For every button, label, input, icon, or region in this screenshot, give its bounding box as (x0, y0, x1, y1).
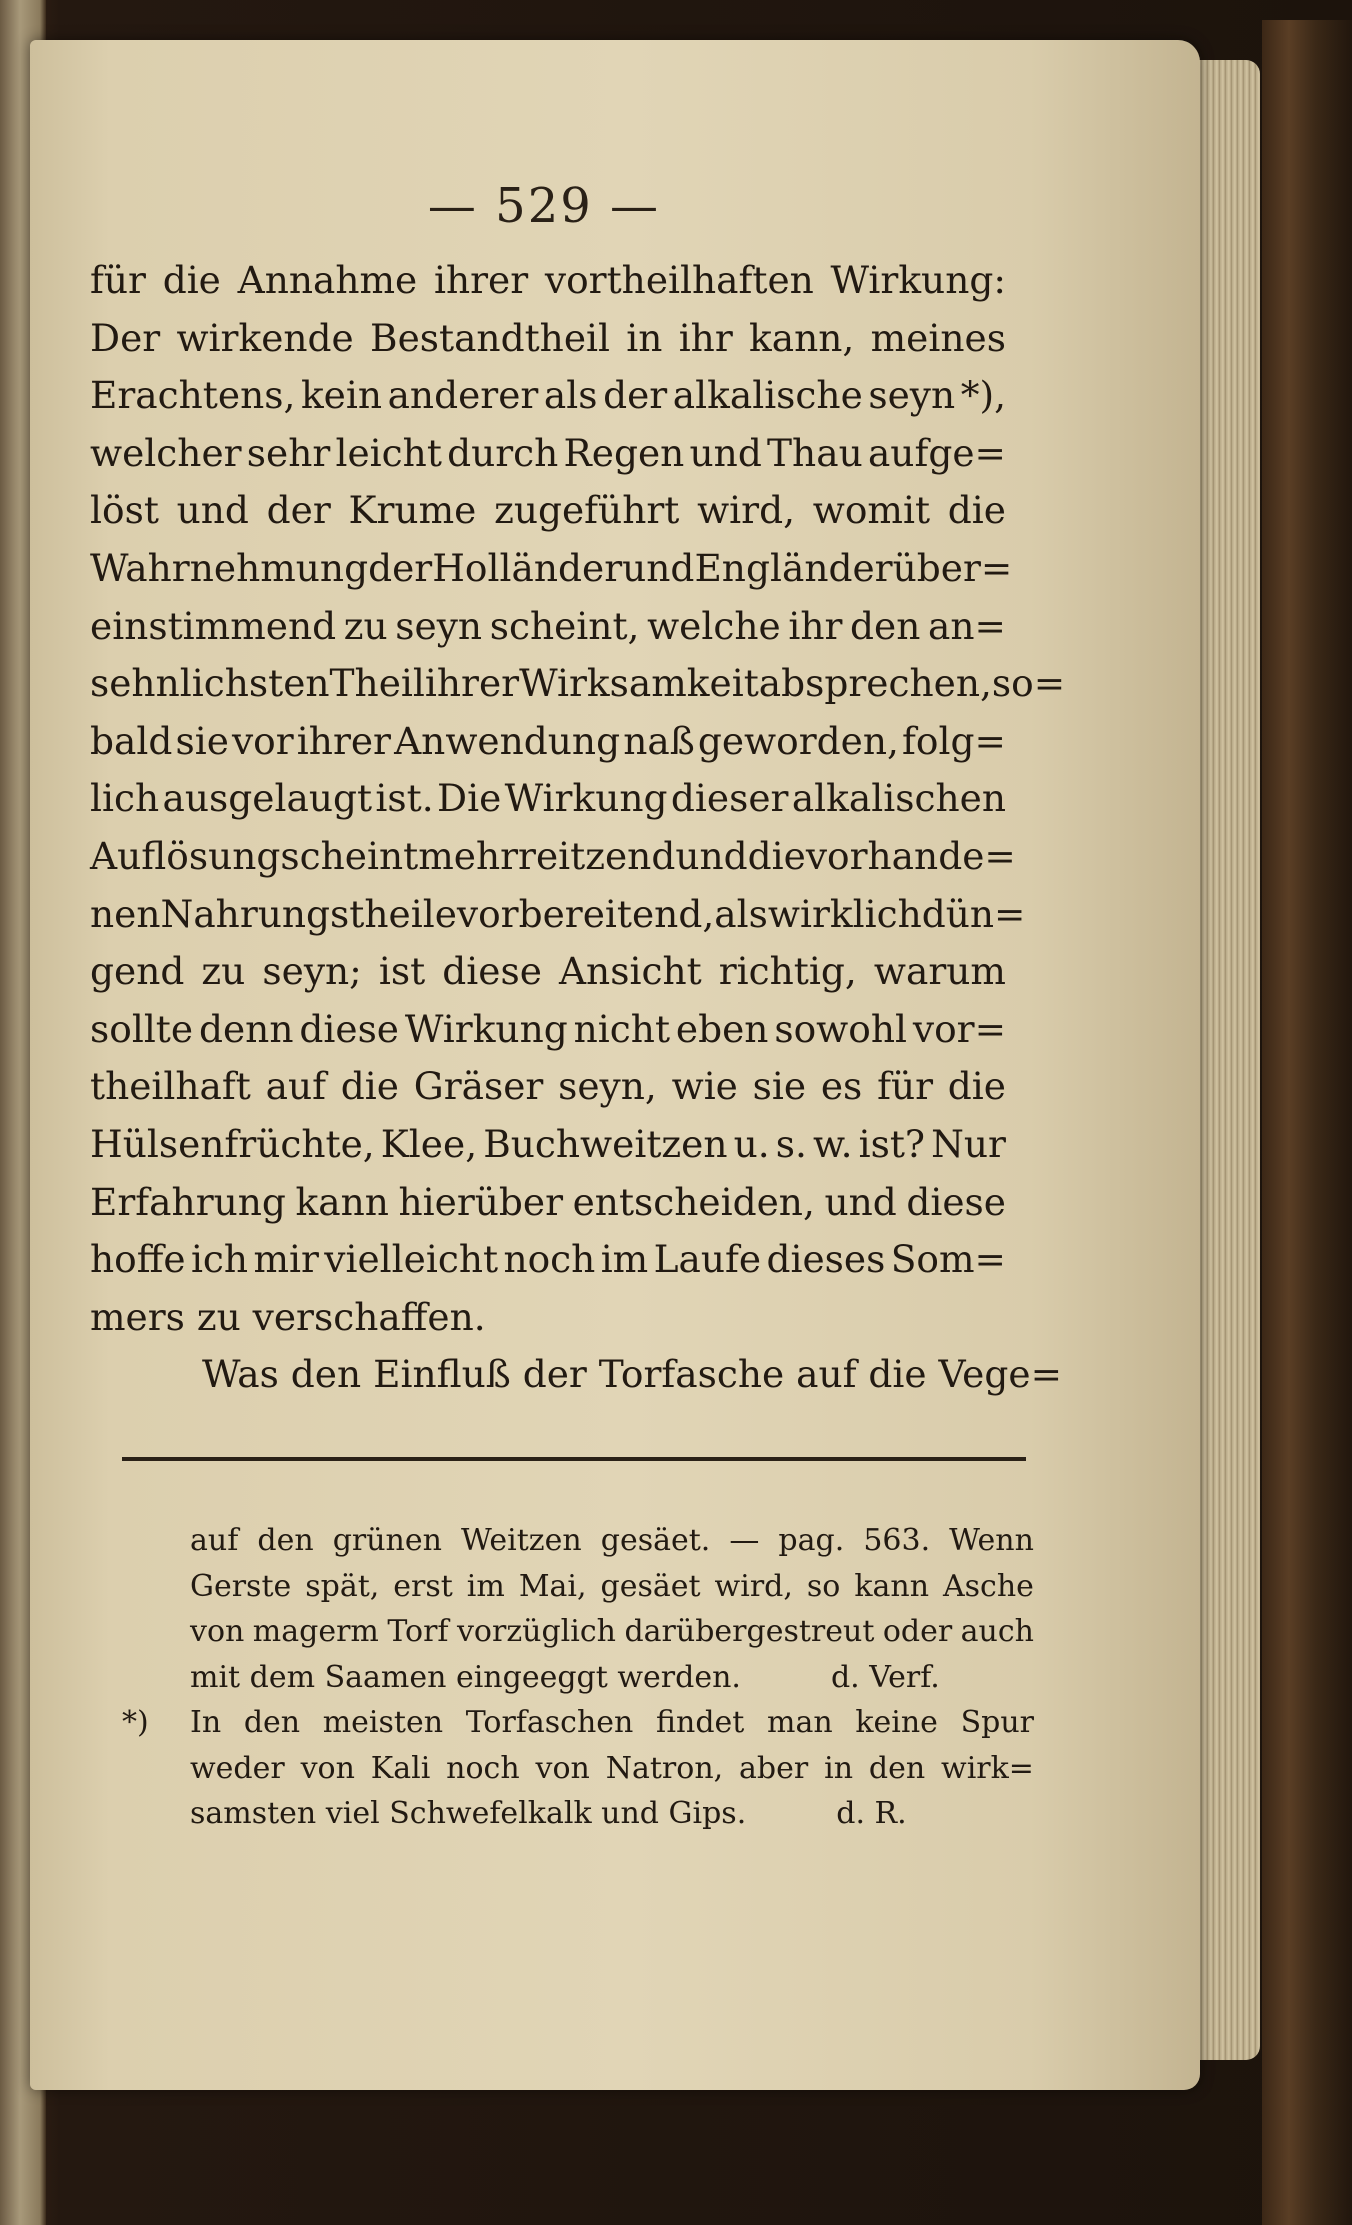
word: von (190, 1614, 245, 1649)
word: absprechen, (758, 661, 992, 706)
word: *), (960, 373, 1006, 418)
word: sie (175, 718, 229, 763)
word: Wirksamkeit (519, 661, 759, 706)
word: wirkende (176, 315, 354, 360)
book-binding (1262, 20, 1352, 2225)
footnote-signature: d. Verf. (830, 1659, 940, 1695)
word: eben (675, 1006, 769, 1051)
word: welche (647, 603, 781, 648)
word: Weitzen (461, 1523, 582, 1558)
word: s. (775, 1121, 807, 1166)
word: vor= (912, 1006, 1006, 1051)
word: sie (752, 1064, 807, 1109)
footnote-rule (122, 1457, 1026, 1461)
word: sehnlichsten (90, 661, 330, 706)
word: auf (265, 1064, 327, 1109)
word: für (877, 1064, 934, 1109)
word: ist (378, 949, 426, 994)
word: Theil (329, 661, 425, 706)
word: und (689, 430, 762, 475)
word: Thau (767, 430, 863, 475)
word: seyn (868, 373, 956, 418)
word: ihr (788, 603, 843, 648)
word: Auflösung (90, 833, 281, 878)
word: 563. (863, 1523, 931, 1558)
word: seyn (395, 603, 483, 648)
word: scheint, (489, 603, 640, 648)
text-line (90, 367, 1006, 425)
footnote-marker: *) (122, 1705, 149, 1740)
word: zu (201, 949, 246, 994)
word: vor (232, 718, 294, 763)
word: vorhande= (805, 833, 1016, 878)
word: im (600, 1237, 649, 1282)
word: die (747, 833, 806, 878)
word: gend (90, 949, 185, 994)
word: die (340, 1064, 399, 1109)
word: mehr (418, 833, 519, 878)
word: Erfahrung (90, 1179, 286, 1224)
word: entscheiden, (572, 1179, 815, 1224)
word: dün= (921, 891, 1026, 936)
word: vorzüglich (456, 1614, 616, 1649)
word: alkalischen (791, 776, 1006, 821)
word: von (300, 1750, 355, 1786)
word: noch (503, 1237, 596, 1282)
word: scheint (280, 833, 419, 878)
word: durch (447, 430, 559, 475)
word: als (543, 373, 598, 418)
main-text (90, 252, 1066, 1404)
word: womit (812, 488, 931, 533)
page-edges (1190, 60, 1260, 2060)
word: ihrer (424, 661, 520, 706)
word: diese (442, 949, 542, 994)
word: Laufe (653, 1237, 762, 1282)
word: Wirkung (504, 776, 668, 821)
word: Erachtens, (90, 373, 296, 418)
word: über= (892, 545, 1013, 590)
word: bald (90, 718, 173, 763)
text-line (90, 598, 1006, 656)
word: sowohl (774, 1006, 907, 1051)
word: vortheilhaften (544, 258, 814, 302)
footnote-line (190, 1564, 1034, 1610)
text-line (90, 1001, 1006, 1059)
word: Natron, (605, 1750, 724, 1786)
word: die (162, 258, 221, 302)
footnote-line (190, 1791, 1034, 1837)
text-line (90, 828, 1016, 886)
word: ist? (858, 1121, 926, 1166)
word: im (466, 1568, 505, 1604)
word: u. (733, 1121, 770, 1166)
word: Nahrungstheile (160, 891, 457, 936)
word: es (820, 1064, 863, 1109)
footnote-text: mit dem Saamen eingeeggt werden. (190, 1659, 741, 1695)
word: ihrer (296, 718, 391, 763)
word: in (626, 315, 663, 360)
text-line: mers zu verschaffen. (90, 1294, 486, 1339)
word: gesäet. (600, 1523, 711, 1558)
word: ausgelaugt (162, 776, 373, 821)
footnote-text: samsten viel Schwefelkalk und Gips. (190, 1796, 747, 1831)
word: Nur (931, 1121, 1006, 1166)
word: w. (812, 1121, 853, 1166)
footnote-line (190, 1609, 1034, 1655)
word: hoffe (90, 1237, 186, 1282)
word: In (190, 1705, 222, 1740)
text-line (90, 1174, 1006, 1232)
footnote-line (190, 1746, 1034, 1792)
word: und (622, 545, 695, 590)
word: leicht (335, 430, 442, 475)
word: Hülsenfrüchte, (90, 1121, 375, 1166)
word: naß (623, 718, 695, 763)
word: wird, (697, 488, 796, 533)
word: Der (90, 315, 161, 360)
text-line (90, 310, 1006, 368)
text-line (90, 770, 1006, 828)
word: nen (90, 891, 161, 936)
word: als (714, 891, 768, 936)
word: auf (190, 1523, 239, 1558)
footnote-line (190, 1655, 1034, 1701)
word: dieses (766, 1237, 886, 1282)
word: Wirkung (404, 1006, 568, 1051)
word: wirk= (941, 1750, 1034, 1786)
text-line (90, 1116, 1006, 1174)
word: den (868, 1750, 926, 1786)
word: nicht (573, 1006, 671, 1051)
word: anderer (387, 373, 539, 418)
word: seyn; (262, 949, 362, 994)
word: gesäet (600, 1568, 701, 1604)
word: meisten (322, 1705, 444, 1740)
word: hierüber (398, 1179, 564, 1224)
text-line (90, 252, 1006, 310)
word: vorbereitend, (456, 891, 715, 936)
word: Engländer (694, 545, 893, 590)
word: für (90, 258, 146, 302)
word: und (176, 488, 249, 533)
word: Wirkung: (830, 258, 1006, 302)
word: oder (882, 1614, 953, 1649)
word: Bestandtheil (370, 315, 610, 360)
word: die (947, 488, 1006, 533)
word: wirklich (767, 891, 922, 936)
text-line (90, 1231, 1006, 1289)
text-line (90, 943, 1006, 1001)
word: Torf (387, 1614, 449, 1649)
word: der (603, 373, 668, 418)
text-line (90, 540, 1013, 598)
word: Asche (943, 1568, 1034, 1604)
word: ihr (678, 315, 733, 360)
word: zugeführt (494, 488, 680, 533)
word: Krume (348, 488, 477, 533)
word: denn (198, 1006, 294, 1051)
word: Regen (563, 430, 685, 475)
page-number: — 529 — (427, 178, 661, 234)
word: Annahme (237, 258, 418, 302)
word: aber (739, 1750, 809, 1786)
word: und (675, 833, 748, 878)
word: vielleicht (324, 1237, 499, 1282)
word: findet (656, 1705, 745, 1740)
word: sollte (90, 1006, 194, 1051)
word: dieser (670, 776, 789, 821)
word: und (824, 1179, 897, 1224)
word: theilhaft (90, 1064, 251, 1109)
word: auch (960, 1614, 1034, 1649)
word: keine (855, 1705, 938, 1740)
word: sehr (246, 430, 331, 475)
word: Ansicht (558, 949, 702, 994)
word: in (824, 1750, 854, 1786)
word: Die (437, 776, 502, 821)
word: kann (295, 1179, 389, 1224)
word: kein (300, 373, 383, 418)
word: von (535, 1750, 590, 1786)
word: seyn, (558, 1064, 657, 1109)
word: Wahrnehmung (90, 545, 369, 590)
footnotes (122, 1518, 1034, 1837)
word: Wenn (949, 1523, 1034, 1558)
word: darübergestreut (624, 1614, 875, 1649)
text-line (90, 482, 1006, 540)
word: aufge= (867, 430, 1006, 475)
text-line (90, 1058, 1006, 1116)
word: ihrer (433, 258, 529, 302)
word: pag. (778, 1523, 845, 1558)
word: wird, (714, 1568, 793, 1604)
text-line (90, 425, 1006, 483)
footnote-line (190, 1700, 1034, 1746)
word: weder (190, 1750, 285, 1786)
word: der (266, 488, 331, 533)
word: Klee, (380, 1121, 478, 1166)
word: so (806, 1568, 841, 1604)
word: Gräser (413, 1064, 544, 1109)
word: ich (190, 1237, 249, 1282)
word: magerm (252, 1614, 379, 1649)
text-line (90, 713, 1006, 771)
word: meines (870, 315, 1006, 360)
word: alkalische (672, 373, 863, 418)
word: kann, (749, 315, 855, 360)
word: reitzend (518, 833, 676, 878)
word: die (947, 1064, 1006, 1109)
word: so= (991, 661, 1066, 706)
word: löst (90, 488, 159, 533)
word: Torfaschen (465, 1705, 634, 1740)
word: diese (906, 1179, 1006, 1224)
word: Anwendung (394, 718, 621, 763)
word: kann (854, 1568, 930, 1604)
footnote-line (190, 1518, 1034, 1564)
word: den (257, 1523, 314, 1558)
word: spät, (305, 1568, 380, 1604)
word: der (368, 545, 433, 590)
word: diese (299, 1006, 400, 1051)
word: Som= (890, 1237, 1006, 1282)
text-line (90, 655, 1066, 713)
word: man (767, 1705, 833, 1740)
word: an= (928, 603, 1006, 648)
word: einstimmend (90, 603, 337, 648)
word: Holländer (432, 545, 623, 590)
word: warum (873, 949, 1006, 994)
word: den (243, 1705, 301, 1740)
text-line (90, 886, 1026, 944)
word: wie (671, 1064, 738, 1109)
word: noch (446, 1750, 520, 1786)
word: erst (393, 1568, 453, 1604)
word: mir (253, 1237, 319, 1282)
word: zu (343, 603, 388, 648)
word: lich (90, 776, 160, 821)
word: folg= (902, 718, 1006, 763)
footnote-signature: d. R. (836, 1796, 907, 1831)
word: ist. (375, 776, 434, 821)
word: Spur (960, 1705, 1034, 1740)
word: grünen (332, 1523, 442, 1558)
word: geworden, (697, 718, 899, 763)
word: Mai, (518, 1568, 587, 1604)
word: Gerste (190, 1568, 292, 1604)
word: richtig, (718, 949, 857, 994)
word: Kali (370, 1750, 431, 1786)
word: — (729, 1523, 760, 1558)
word: den (850, 603, 921, 648)
text-line: Was den Einfluß der Torfasche auf die Vege= (202, 1352, 1062, 1397)
word: Buchweitzen (483, 1121, 728, 1166)
word: welcher (90, 430, 242, 475)
